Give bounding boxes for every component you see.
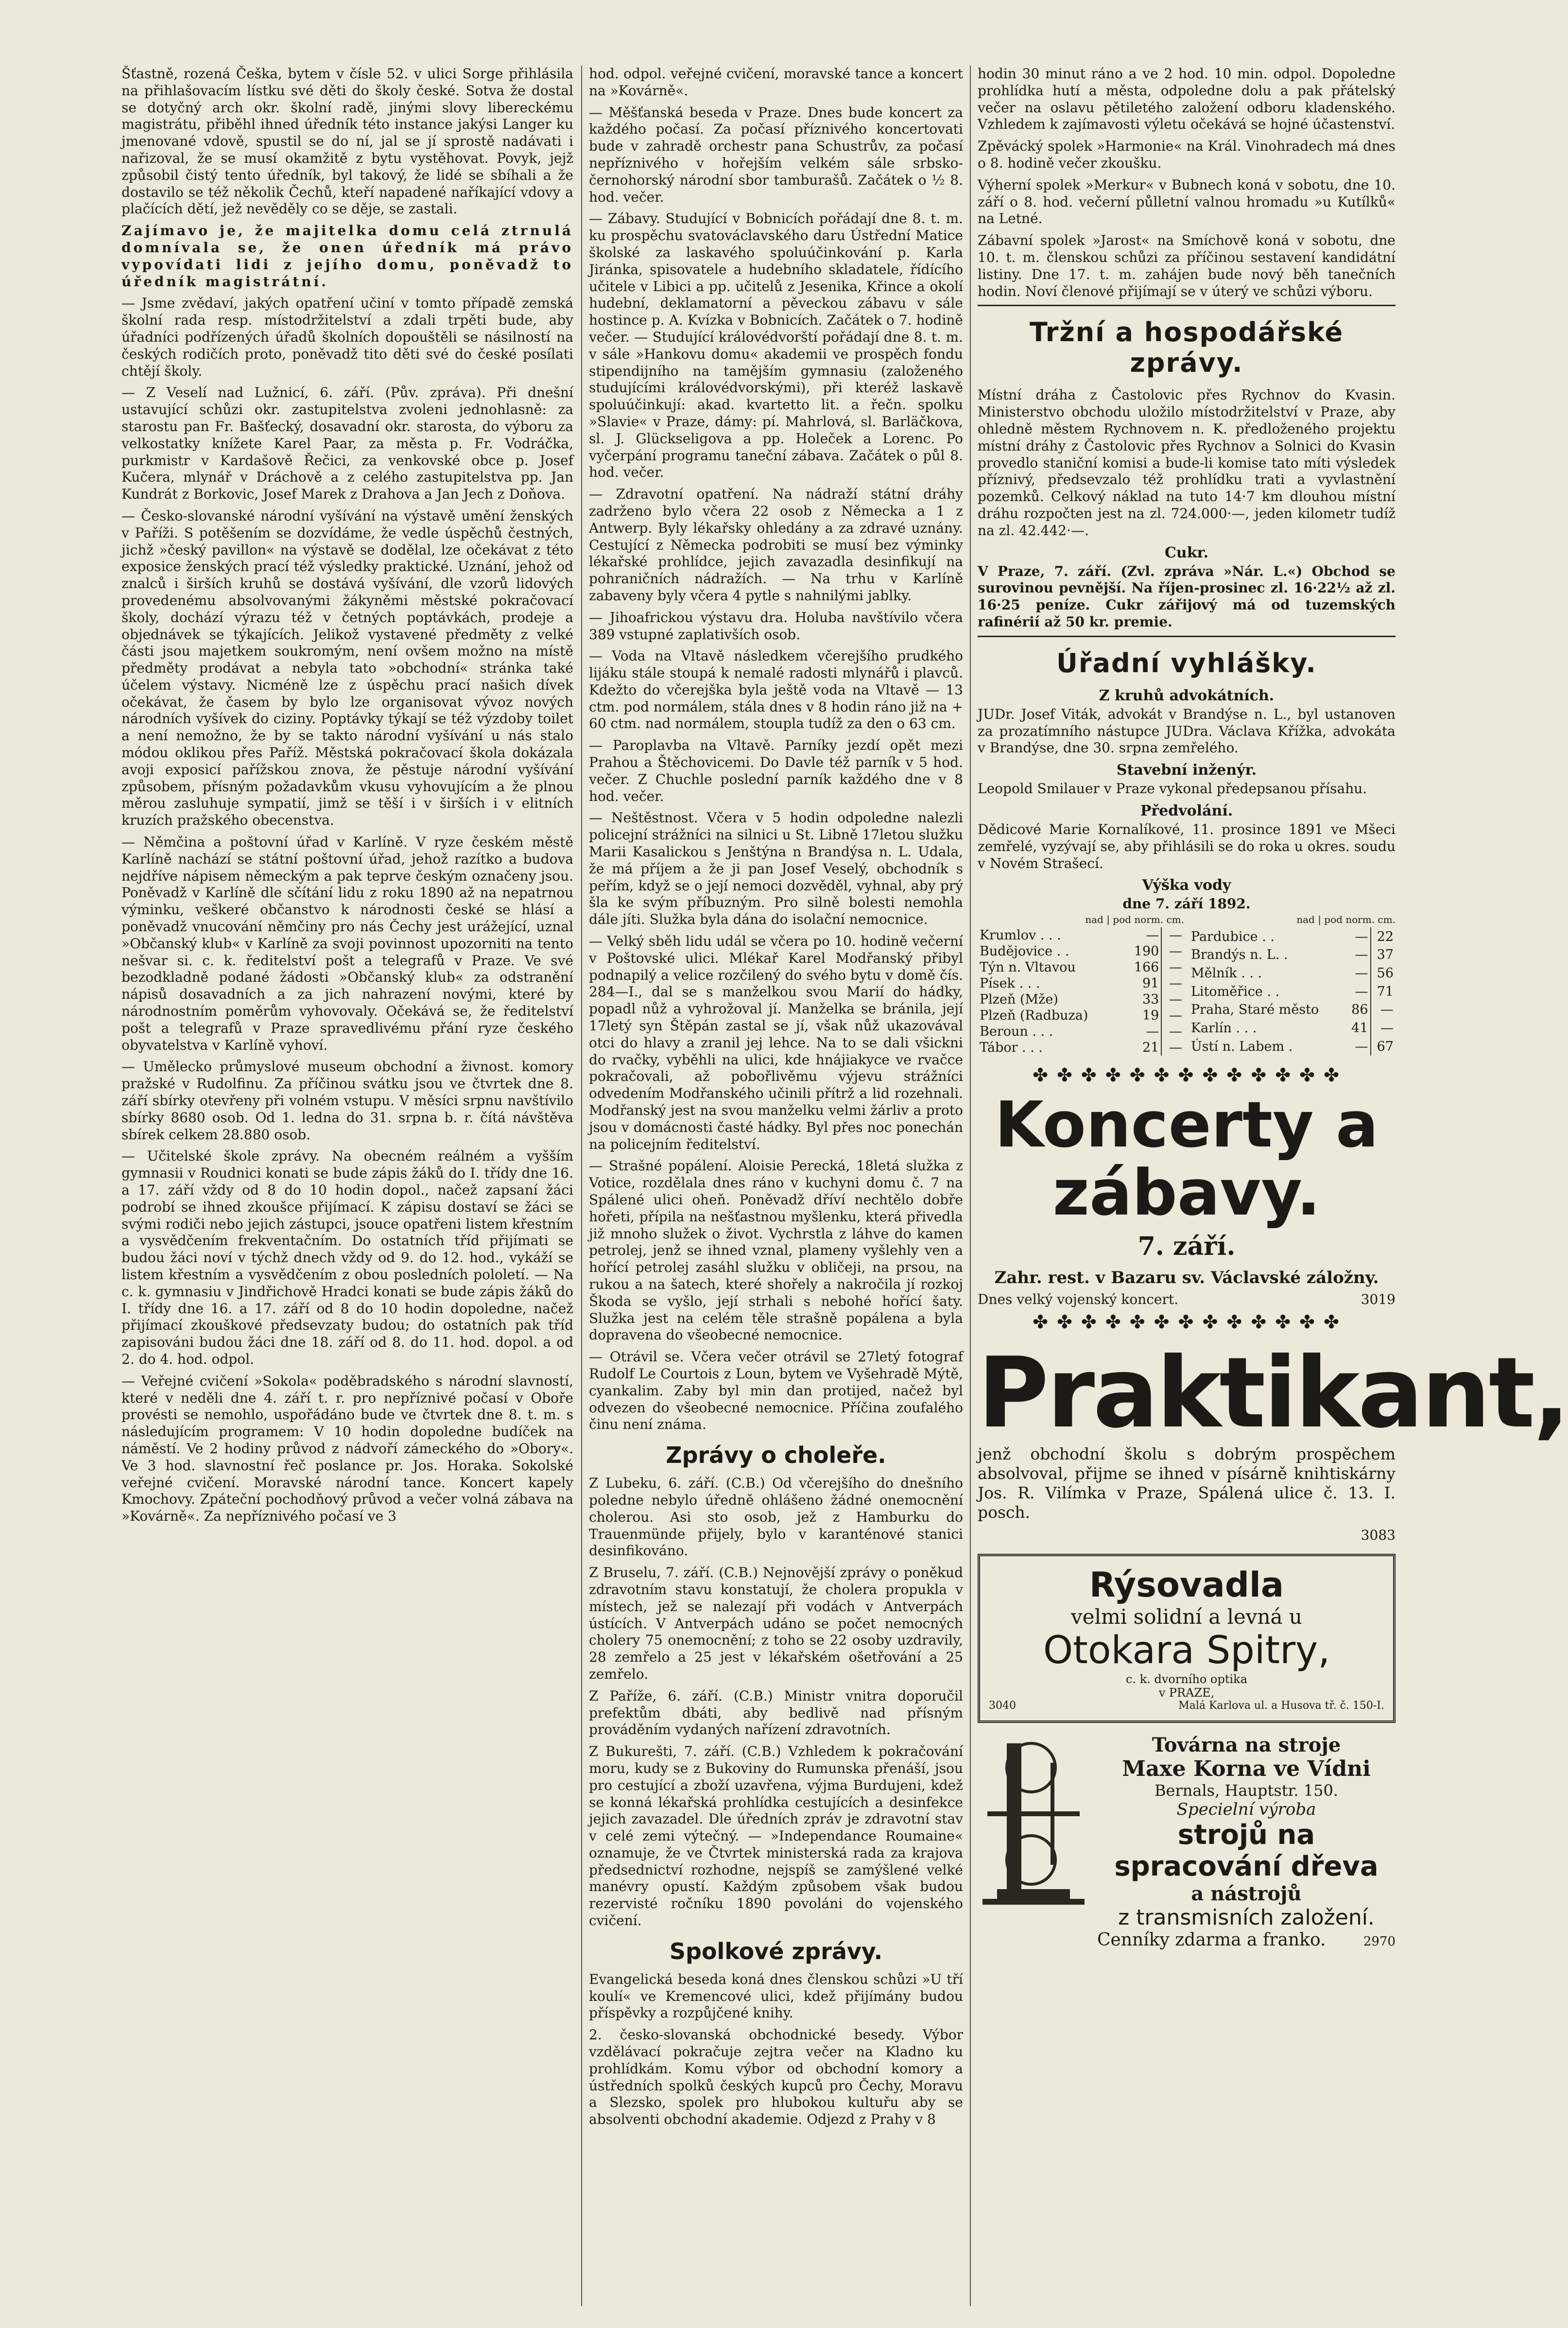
water-level-row xyxy=(1189,927,1396,946)
article-karlin-post: — Němčina a poštovní úřad v Karlíně. V ryze českém městě Karlíně nachází se státní poštovní úřad, jehož razítko a budova nejdříve nápisem německým a pak teprve českým označeny jsou. Poněvadž v Karlíně dle sčítání lidu z roku 1890 až na nepatrnou výminku, veškeré občanstvo k národnosti české se hlásí a poněvadž vnucování němčiny pro nás Čechy jest urážející, uznal »Občanský klub« v Karlíně za svoji povinnost upozorniti na tento nešvar si. c. k. ředitelství pošt a telegrafů v Praze. Ve své bezodkladně podané žádosti »Občanský klub« za odstranění nápisů dosavadních a za jich nahrazení novými, které by národnostním poměrům vyhovovaly. Očekává se, že ředitelství pošt a telegrafů v Praze spravedlivému přání ryze českého obyvatelstva v Karlíně vyhoví. xyxy=(121,834,573,1053)
water-level-place: Praha, Staré město xyxy=(1191,1002,1319,1018)
water-level-place: Týn n. Vltavou xyxy=(980,960,1076,975)
water-level-row xyxy=(1189,964,1396,983)
water-level-place: Plzeň (Radbuza) xyxy=(980,1008,1088,1024)
section-heading-official: Úřadní vyhlášky. xyxy=(1056,647,1317,678)
article-vysivani: — Česko-slovanské národní vyšívání na výstavě umění ženských v Paříži. S potěšením se dozvídáme, že vedle úspěchů čestných, jichž »český pavillon« na výstavě se dodělal, lze očekávat z této exposice ženských prací též výsledky praktické. Uznání, jehož od znalců i širších kruhů se dostává vyšívání, dle vzorů lidových provedenému absolvovanými žákyněmi městské pokračovací školy, dochází výrazu též v četných poptávkách, prodeje a objednávek se týkajících. Jelikož vystavené předměty z velké části jsou majetkem soukromým, není ovšem možno na místě předměty prodávat a nebyla tato »obchodní« stránka také účelem výstavy. Nicméně lze z úspěchu prací našich dívek očekávat, že časem by bylo lze organisovat vývoz nových národních vyšívek do ciziny. Poptávky týkají se též výzdoby toilet a není nemožno, že by se takto národní vyšívání u nás stalo módou oklikou přes Paříž. Městská pokračovací škola dokázala avoji exposicí pařížskou znova, že pěstuje národní vyšívání způsobem, přísným požadavkům vkusu vyhovujícím a že plnou měrou zasluhuje sympatií, jimž se těší i v širších i v elitních kruzích pražského obecenstva. xyxy=(121,507,573,829)
water-level-nad: 41 xyxy=(1345,1019,1370,1038)
water-level-date: dne 7. září 1892. xyxy=(1122,896,1251,912)
ad-number: 3083 xyxy=(1361,1527,1396,1544)
water-level-row xyxy=(1189,946,1396,964)
concert-text: Dnes velký vojenský koncert. xyxy=(978,1291,1179,1308)
section-heading-spolky: Spolkové zprávy. xyxy=(669,1938,883,1964)
water-unit-left: nad | pod norm. cm. xyxy=(1085,914,1184,926)
ad-title: c. k. dvorního optika xyxy=(1126,1672,1247,1686)
water-level-row xyxy=(1189,1001,1396,1019)
club-news: Evangelická beseda koná dnes členskou schůzi »U tří koulí« ve Kremencové ulici, kdež přijímány budou příspěvky a rozpůjčené knihy. xyxy=(589,1971,963,2021)
ornament-border: ✤ ✤ ✤ ✤ ✤ ✤ ✤ ✤ ✤ ✤ ✤ ✤ ✤ xyxy=(1033,1311,1341,1333)
ad-number: 3040 xyxy=(989,1700,1016,1712)
water-level-nad: — xyxy=(1345,982,1370,1001)
column-3 xyxy=(978,66,1568,2309)
water-level-pod: — xyxy=(1169,1008,1182,1024)
concert-venue: Zahr. rest. v Bazaru sv. Václavské záložny. xyxy=(994,1268,1379,1288)
article-veseli: — Z Veselí nad Lužnicí, 6. září. (Pův. zpráva). Při dnešní ustavující schůzi okr. zastupitelstva zvoleni jednohlasně: za starostu pan Fr. Bašťecký, dosavadní okr. starosta, do výboru za velkostatky knížete Karel Paar, za města p. Fr. Vodráčka, purkmistr v Kardašově Řečici, za venkovské obce p. Josef Kučera, mlynář v Dráchově a z celého zastupitelstva pp. Jan Kundrát z Borkovic, Josef Marek z Drahova a Jan Jech z Doňova. xyxy=(121,384,573,503)
water-table-right xyxy=(1189,927,1396,1056)
ad-merchant: Otokara Spitry, xyxy=(1043,1629,1330,1673)
club-news: Zábavní spolek »Jarost« na Smíchově koná v sobotu, dne 10. t. m. členskou schůzi za příčinou sestavení kandidátní listiny. Dne 17. t. m. zahájen bude nový běh tanečních hodin. Noví členové přijímají se v úterý ve schůzi výboru. xyxy=(978,232,1396,299)
water-level-place: Budějovice . . xyxy=(980,944,1069,959)
article-text: hod. odpol. veřejné cvičení, moravské tance a koncert na »Kovárně«. xyxy=(589,66,963,99)
water-level-row xyxy=(1189,1038,1396,1056)
water-level-nad: — xyxy=(1123,1024,1161,1040)
official-notice: Leopold Smilauer v Praze vykonal předepsanou přísahu. xyxy=(978,781,1367,797)
water-level-nad: — xyxy=(1345,927,1370,946)
water-level-row xyxy=(978,975,1184,991)
water-level-place: Písek . . . xyxy=(980,976,1040,991)
water-level-pod: — xyxy=(1169,992,1182,1008)
ad-city: v PRAZE, xyxy=(1158,1686,1215,1700)
ad-line: z transmisních založení. xyxy=(1118,1905,1375,1930)
water-level-nad: 166 xyxy=(1123,959,1161,975)
sugar-report: V Praze, 7. září. (Zvl. zpráva »Nár. L.«) Obchod se surovinou pevnější. Na říjen-prosinec zl. 16·22½ až zl. 16·25 peníze. Cukr zářijový má od tuzemských rafinérií až 50 kr. premie. xyxy=(978,563,1396,630)
subheading-advokat: Z kruhů advokátních. xyxy=(1099,687,1275,704)
water-level-nad: — xyxy=(1345,964,1370,983)
water-level-pod: — xyxy=(1169,1040,1182,1056)
concert-line xyxy=(978,1291,1396,1307)
water-level-pod: — xyxy=(1380,1002,1394,1018)
water-level-units xyxy=(978,914,1396,925)
praktikant-ad-title: Praktikant, xyxy=(978,1337,1568,1450)
water-level-pod: 56 xyxy=(1377,966,1394,981)
water-level-row xyxy=(978,959,1184,975)
water-level-pod: — xyxy=(1169,960,1182,975)
ad-line: strojů na spracování dřeva xyxy=(1114,1819,1378,1883)
column-rule xyxy=(970,66,971,2306)
ad-subline: velmi solidní a levná u xyxy=(1071,1605,1302,1629)
ad-headline: Rýsovadla xyxy=(1089,1565,1284,1605)
water-level-pod: — xyxy=(1380,1021,1394,1036)
rysovadla-ad xyxy=(978,1554,1396,1723)
water-level-row xyxy=(978,1008,1184,1024)
water-level-place: Krumlov . . . xyxy=(980,928,1061,943)
subheading-inzenyr: Stavební inženýr. xyxy=(1116,762,1257,779)
water-level-row xyxy=(978,943,1184,959)
article-museum: — Umělecko průmyslové museum obchodní a živnost. komory pražské v Rudolfinu. Za příčinou svátku jsou ve čtvrtek dne 8. září sbírky otevřeny při volném vstupu. V měsíci srpnu navštívilo sbírky 8680 osob. Od 1. ledna do 31. srpna b. r. čítá návštěva sbírek celkem 28.880 osob. xyxy=(121,1059,573,1143)
club-news: hodin 30 minut ráno a ve 2 hod. 10 min. odpol. Dopoledne prohlídka hutí a města, odpoledne dolu a pak přátelský večer na oslavu pětiletého založení odboru kladenského. Vzhledem k zajímavosti výletu očekává se hojné účastenství. xyxy=(978,66,1396,133)
water-level-pod: — xyxy=(1169,928,1182,943)
section-heading-trade: Tržní a hospodářské zprávy. xyxy=(1029,317,1344,379)
water-level-nad: 190 xyxy=(1123,943,1161,959)
article-paroplavba: — Paroplavba na Vltavě. Parníky jezdí opět mezi Prahou a Štěchovicemi. Do Davle též parník v 5 hod. večer. Z Chuchle poslední parník každého dne v 8 hod. večer. xyxy=(589,737,963,804)
water-level-nad: 21 xyxy=(1123,1040,1161,1056)
water-level-place: Pardubice . . xyxy=(1191,929,1275,944)
water-level-place: Brandýs n. L. . xyxy=(1191,947,1288,963)
water-table-left xyxy=(978,927,1184,1056)
column-2 xyxy=(589,66,963,2309)
concerts-date: 7. září. xyxy=(1137,1232,1236,1262)
water-level-pod: — xyxy=(1169,976,1182,991)
water-level-place: Tábor . . . xyxy=(980,1040,1043,1056)
article-zdravotni: — Zdravotní opatření. Na nádraží státní dráhy zadrženo bylo včera 22 osob z Německa a 1 z Antwerp. Byly lékařsky ohledány a za zdravé uznány. Cestující z Německa podrobiti se musí bez výminky lékařské prohlídce, jejich zavazadla desinfikují na pohraničních nádražích. — Na trhu v Karlíně zabaveny byly včera 4 pytle s nahnilými jablky. xyxy=(589,486,963,604)
water-level-title: Výška vody xyxy=(1142,877,1231,894)
water-level-pod: — xyxy=(1169,944,1182,959)
machine-factory-ad xyxy=(978,1734,1396,1950)
article-beseda: — Měšťanská beseda v Praze. Dnes bude koncert za každého počasí. Za počasí příznivého koncertovati bude v zahradě orchestr pana Schustrův, za počasí nepříznivého v hořejším velkém sále srbsko-černohorský národní sbor tamburašů. Začátek o ½ 8. hod. večer. xyxy=(589,104,963,205)
praktikant-ad-text: jenž obchodní školu s dobrým prospěchem absolvoval, přijme se ihned v písárně knihtiskárny Jos. R. Vilímka v Praze, Spálená ulice č. 13. I. posch. xyxy=(978,1444,1396,1522)
club-news: 2. česko-slovanská obchodnické besedy. Výbor vzdělávací pokračuje zejtra večer na Kladno ku prohlídkám. Komu výbor od obchodní komory a ústředních spolků českých kupců pro Čechy, Moravu a Slezsko, spolek pro hlubokou kultuřu aby se absolventi obchodní akademie. Odjezd z Prahy v 8 xyxy=(589,2027,963,2128)
water-level-pod: — xyxy=(1169,1024,1182,1040)
water-level-nad: 19 xyxy=(1123,1008,1161,1024)
water-level-pod: 37 xyxy=(1377,947,1394,963)
ad-address: Malá Karlova ul. a Husova tř. č. 150-I. xyxy=(1178,1700,1384,1712)
article-sbeh: — Velký sběh lidu udál se včera po 10. hodině večerní v Poštovské ulici. Mlékař Karel Modřanský přibyl podnapilý a velice rozčilený do svého bytu v domě čís. 284—I., dal se s manželkou svou Marií do hádky, popadl nůž a vyhrožoval jí. Manželka se bránila, její 17letý syn Štěpán zastal se jí, však nůž ukazovával otci do hlavy a zranil jej lehce. Na to se dali všickni do rvačky, vyběhli na ulici, kde hnájiakyce ve rvačce pokračovali, až pobořlivěmu výjevu strážníci odvedením Modřanského učinili přítrž a lid rozehnali. Modřanský jest na svou manželku velmi žárliv a proto jsou v domácnosti časté hádky. Byl přes noc ponechán na policejním ředitelství. xyxy=(589,933,963,1152)
article-vltava: — Voda na Vltavě následkem včerejšího prudkého lijáku stále stoupá k nemalé radosti mlynářů i plavců. Kdežto do včerejška byla ještě voda na Vltavě — 13 ctm. pod normálem, stála dnes v 8 hodin ráno již na + 60 ctm. nad normálem, stoupla tudíž za den o 63 cm. xyxy=(589,648,963,732)
subheading-predvolani: Předvolání. xyxy=(1140,802,1233,819)
water-level-place: Litoměřice . . xyxy=(1191,984,1280,999)
water-level-row xyxy=(1189,1019,1396,1038)
article-text: — Jsme zvědaví, jakých opatření učiní v tomto případě zemská školní rada resp. místodržitelství a zdali trpěti bude, aby úřadníci podřízených úřadů školních dopouštěli se násilností na českých rodičích proto, poněvadž tito děti své do české posílati chtějí školy. xyxy=(121,295,573,379)
article-otravil: — Otrávil se. Včera večer otrávil se 27letý fotograf Rudolf Le Courtois z Loun, bytem ve Vyšehradě Mýtě, cyankalim. Zaby byl min dan protijed, načež byl odvezen do všeobecné nemocnice. Příčina zoufalého činu není známa. xyxy=(589,1349,963,1433)
water-level-pod: 67 xyxy=(1377,1039,1394,1054)
concerts-banner: Koncerty a zábavy. xyxy=(995,1088,1378,1230)
ad-line: a nástrojů xyxy=(1191,1882,1302,1906)
ad-footer xyxy=(1097,1930,1396,1950)
water-level-nad: — xyxy=(1345,1038,1370,1056)
water-level-row xyxy=(978,927,1184,943)
article-school: — Učitelské škole zprávy. Na obecném reálném a vyšším gymnasii v Roudnici konati se bude zápis žáků do I. třídy dne 16. a 17. září vždy od 8 do 10 hodin dopol., načež zapsaní žáci podrobí se ihned zkoušce přijímací. K zápisu dostaví se žáci se svými rodiči nebo jejich zástupci, jsouce opatřeni listem křestním a vysvědčením frekventačním. Do ostatních tříd přijímati se budou žáci noví v týchž dnech vždy od 9. do 12. hod., vykáží se listem křestním a vysvědčením z obou posledních pololetí. — Na c. k. gymnasiu v Jindřichově Hradci konati se bude zápis žáků do I. třídy dne 16. a 17. září od 8 do 10 hodin dopoledne, načež přijímací zkouškové předsevzaty budou; do ostatních pak tříd zapisováni budou žáci dne 18. září od 8. do 11. hod. dopol. a od 2. do 4. hod. odpol. xyxy=(121,1148,573,1367)
article-zabavy: — Zábavy. Studující v Bobnicích pořádají dne 8. t. m. ku prospěchu svatováclavského daru Ústřední Matice školské za laskavého spoluúčinkování p. Karla Jiránka, spisovatele a hudebního skladatele, řídícího učitele v Libici a pp. učitelů z Jesenika, Křince a okolí hudební, deklamatorní a pěveckou zábavu v sále hostince p. A. Kvízka v Bobnicích. Začátek o 7. hodině večer. — Studující královédvorští pořádají dne 8. t. m. v sále »Hankovu domu« akademii ve prospěch fondu stipendijního na tamějším gymnasiu (založeného studujícími královédvorskými), při kteréž laskavě spoluúčinkují: akad. kvartetto lit. a řečn. spolku »Slavie« v Praze, dámy: pí. Mahrlová, sl. Barläčkova, sl. J. Glückseligova a pp. Holeček a Lorenc. Po vyčerpání programu taneční zábava. Začátek o půl 8. hod. večer. xyxy=(589,210,963,481)
ad-line: Maxe Korna ve Vídni xyxy=(1122,1756,1371,1782)
water-level-place: Ústí n. Labem . xyxy=(1191,1039,1293,1054)
water-level-row xyxy=(978,1024,1184,1040)
water-level-place: Beroun . . . xyxy=(980,1024,1053,1040)
machine-ad-text xyxy=(1097,1734,1396,1950)
water-level-table xyxy=(978,927,1396,1056)
article-nestesti: — Neštěstnost. Včera v 5 hodin odpoledne nalezli policejní strážníci na silnici u St. Libně 17letou služku Marii Kasalickou s Jenštýna n Brandýsa n. L. Udala, že má příjem a že ji pan Josef Veselý, obchodník s peřím, když se o její nemoci dozvěděl, vyhnal, aby prý šla ke svým příbuzným. Pro silně bolesti nemohla dále jíti. Služka byla dána do isolační nemocnice. xyxy=(589,810,963,928)
water-level-nad: 86 xyxy=(1345,1001,1370,1019)
ad-line: Továrna na stroje xyxy=(1152,1734,1341,1757)
club-news: Zpěvácký spolek »Harmonie« na Král. Vinohradech má dnes o 8. hodině večer zkoušku. xyxy=(978,138,1396,171)
water-level-place: Karlín . . . xyxy=(1191,1021,1257,1036)
ornament-border: ✤ ✤ ✤ ✤ ✤ ✤ ✤ ✤ ✤ ✤ ✤ ✤ ✤ xyxy=(1033,1064,1341,1086)
water-level-row xyxy=(1189,982,1396,1001)
cholera-report: Z Lubeku, 6. září. (C.B.) Od včerejšího do dnešního poledne nebylo úředně ohlášeno žádné onemocnění cholerou. Asi sto osob, jež z Hamburku do Trauenmünde přijely, bylo v karanténové stanici desinfikováno. xyxy=(589,1475,963,1559)
column-rule xyxy=(581,66,582,2306)
ad-address-line xyxy=(989,1700,1384,1712)
water-level-row xyxy=(978,1040,1184,1056)
article-text: Šťastně, rozená Češka, bytem v čísle 52. v ulici Sorge přihlásila na přihlašovacím lístku své děti do školy české. Sotva že dostal se dotyčný arch okr. školní radě, jinými slovy libereckému magistrátu, přiběhl ihned úředník této instance jakýsi Langer ku jmenované vdově, spustil se do ní, jal se jí sprostě nadávati i nařizoval, že se musí okamžitě z bytu vystěhovat. Povyk, jejž způsobil čistý tento úředník, byl takový, že lidé se sbíhali a že dostavilo se též několik Čechů, kteří napadené naříkající vdovy a plačících dětí, jež nevěděly co se děje, se zastali. xyxy=(121,66,573,217)
ad-number: 2970 xyxy=(1363,1934,1396,1949)
official-notice: Dědicové Marie Kornalíkové, 11. prosince 1891 ve Mšeci zemřelé, vyzývají se, aby přihlásili se do roka u okres. soudu v Novém Strašecí. xyxy=(978,821,1396,871)
ad-number: 3019 xyxy=(1361,1291,1396,1308)
water-level-pod: 22 xyxy=(1377,929,1394,944)
cholera-report: Z Bukurešti, 7. září. (C.B.) Vzhledem k pokračování moru, kudy se z Bukoviny do Rumunska přenáší, jsou pro cestující a zboží uzavřena, výjma Burdujeni, kdež se konná lékařská prohlídka cestujících a desinfekce jejich zavazadel. Dle úředních zpráv je zdravotní stav v celé zemi výtečný. — »Independance Roumaine« oznamuje, že ve Čtvrtek ministerská rada za krajova předsednictví rozhodne, nejspíš se zamýšlené velké manévry opustí. Každým způsobem však budou rezervisté ročníku 1890 povoláni do vojenského cvičení. xyxy=(589,1743,963,1929)
subheading-sugar: Cukr. xyxy=(1165,544,1208,561)
water-level-nad: — xyxy=(1123,927,1161,943)
club-news: Výherní spolek »Merkur« v Bubnech koná v sobotu, dne 10. září o 8. hod. večerní půlletní valnou hromadu »u Kutílků« na Letné. xyxy=(978,176,1396,227)
article-sokol: — Veřejné cvičení »Sokola« poděbradského s národní slavností, které v neděli dne 4. září t. r. pro nepříznivé počasí v Oboře provésti se nemohlo, uspořádáno bude ve čtvrtek dne 8. t. m. s následujícím programem: V 10 hodin dopoledne budíček na náměstí. Ve 2 hodiny průvod z nádvoří zámeckého do »Obory«. Ve 3 hod. slavnostní řeč poslance pr. Jos. Horaka. Sokolské veřejné cvičení. Moravské národní tance. Koncert kapely Kmochovy. Zpáteční pochodňový průvod a večer volná zábava na »Kovárně«. Za nepříznivého počasí ve 3 xyxy=(121,1372,573,1525)
water-level-nad: — xyxy=(1345,946,1370,964)
water-level-place: Mělník . . . xyxy=(1191,966,1262,981)
trade-article: Místní dráha z Častolovic přes Rychnov do Kvasin. Ministerstvo obchodu uložilo místodržitelství v Praze, aby ohledně městem Rychnovem n. K. předloženého projektu místní dráhy z Častolovic přes Rychnov a Solnici do Kvasin provedlo staniční komisi a bude-li komise tato míti výsledek příznivý, předsevzalo též prohlídku trati a vyvlastnění pozemků. Celkový náklad na tuto 14·7 km dlouhou místní dráhu rozpočten jest na zl. 724.000·—, jeden kilometr tudíž na zl. 42.442·—. xyxy=(978,387,1396,539)
divider xyxy=(978,305,1396,306)
ad-line: Bernals, Hauptstr. 150. xyxy=(1154,1781,1339,1800)
water-level-row xyxy=(978,991,1184,1008)
article-spaced-text: Zajímavo je, že majitelka domu celá ztrnulá domnívala se, že onen úředník má právo vypovídati lidi z jejího domu, poněvadž to úředník magistrátní. xyxy=(121,223,573,290)
cholera-report: Z Bruselu, 7. září. (C.B.) Nejnovější zprávy o poněkud zdravotním stavu konstatují, že cholera propukla v místech, jež se nalezají při vodách v Antverpách ústících. V Antverpách udáno se počet nemocných cholery 75 onemocnění; z toho se 22 osoby uzdravily, 28 zemřelo a 25 jest v lékařském ošetřování a 25 zemřelo. xyxy=(589,1564,963,1682)
divider xyxy=(978,636,1396,637)
water-unit-right: nad | pod norm. cm. xyxy=(1296,914,1396,926)
official-notice: JUDr. Josef Viták, advokát v Brandýse n. L., byl ustanoven za prozatímního nástupce JUDra. Václava Křížka, advokáta v Brandýse, dne 30. srpna zemřelého. xyxy=(978,706,1396,756)
water-level-pod: 71 xyxy=(1377,984,1394,999)
section-heading-cholera: Zprávy o choleře. xyxy=(666,1442,886,1469)
article-popaleni: — Strašné popálení. Aloisie Perecká, 18letá služka z Votice, rozdělala dnes ráno v kuchyni domu č. 7 na Spálené ulici oheň. Poněvadž dříví nechtělo dobře hořeti, přípila na nešťastnou myšlenku, která přivedla již mnoho služek o život. Vychrstla z láhve do kamen petrolej, jenž se ihned vznal, plameny vyšlehly ven a hořící petrolej zasáhl služku v obličeji, na prsou, na rukou a na šatech, které shořely a nakročila jí rozkoj Škoda se vyšlo, její strhali s nebohé hořící šaty. Služka jest na celém těle strašně popálena a byla dopravena do všeobecné nemocnice. xyxy=(589,1158,963,1343)
ad-line: Cenníky zdarma a franko. xyxy=(1097,1930,1326,1950)
water-level-nad: 91 xyxy=(1123,975,1161,991)
bandsaw-illustration xyxy=(978,1734,1089,1909)
column-1 xyxy=(121,66,573,2309)
water-level-nad: 33 xyxy=(1123,991,1161,1008)
ad-line: Specielní výroba xyxy=(1176,1800,1316,1820)
water-level-place: Plzeň (Mže) xyxy=(980,992,1058,1008)
article-holub: — Jihoafrickou výstavu dra. Holuba navštívilo včera 389 vstupné zaplativších osob. xyxy=(589,609,963,643)
cholera-report: Z Paříže, 6. září. (C.B.) Ministr vnitra doporučil prefektům dbáti, aby bedlivě nad přísným prováděním vydaných nařízení zdravotních. xyxy=(589,1687,963,1738)
